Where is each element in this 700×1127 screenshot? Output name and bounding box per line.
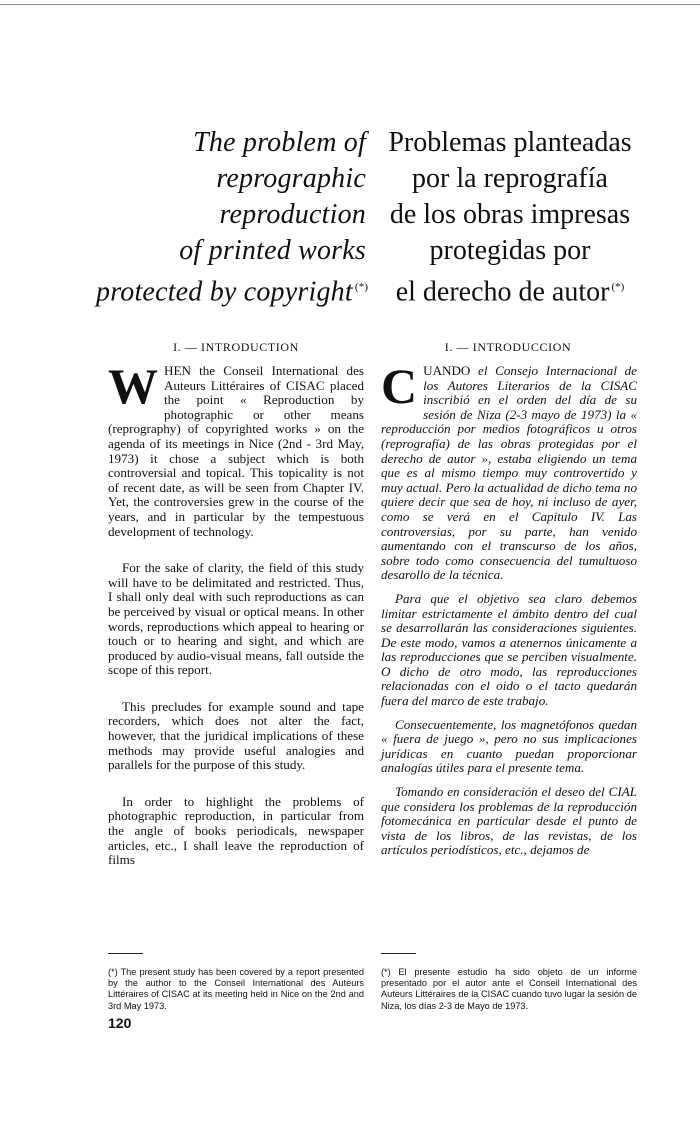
spanish-dropcap: C (381, 358, 418, 414)
spanish-title-line-4: protegidas por (429, 235, 591, 266)
spanish-title-line-5-text: el derecho de autor (395, 276, 610, 308)
english-footnote: (*) The present study has been covered by a report presented by the author to the Conseil International des Auteurs Littéraires of CISAC at its meeting held in Nice on the 2nd and 3rd May 1973. (108, 967, 364, 1011)
spanish-section-heading: I. — INTRODUCCION (444, 340, 572, 354)
english-title-line-3: reproduction (219, 199, 366, 230)
spanish-paragraph-4: Tomando en consideración el deseo del CIAL que considera los problemas de la reproducción fotomecánica en particular desde el punto de vista de los libros, de las revistas, de los artículos periodísticos, etc., dejamos de (381, 784, 637, 858)
english-paragraph-1-text: HEN the Conseil International des Auteurs Littéraires of CISAC placed the point « Reproduction by photographic or other means (reprography) of copyrighted works » on the agenda of its meetings in Nice (2nd - 3rd May, 1973) it chose a subject which is both controversial and topical. This topicality is not of recent date, as will be seen from Chapter IV. Yet, the controversies grew in the course of the years, and in particular by the tempestuous development of technology. (108, 363, 364, 539)
english-paragraph-1 (108, 358, 364, 539)
spanish-paragraph-1-text: el Consejo Internacional de los Autores Literarios de la CISAC inscribió en el orden del día de su sesión de Niza (2-3 mayo de 1973) la « reproducción por medios fotográficos u otros (reprografía) de las obras protegidas por el derecho de autor », estaba eligiendo un tema que es al mismo tiempo muy controvertido y muy actual. Pero la actualidad de dicho tema no quiere decir que sea de hoy, ni incluso de ayer, como se verá en el Capitulo IV. Las controversias, por su parte, han venido aumentando con el transcurso de los años, sobre todo como consecuencia del tumultuoso desarollo de la técnica. (381, 363, 637, 583)
spanish-title-line-3: de los obras impresas (389, 199, 631, 230)
english-title-line-1: The problem of (193, 127, 366, 158)
spanish-paragraph-2: Para que el objetivo sea claro debemos limitar estrictamente el ámbito dentro del cual se desarrollarán las consideraciones siguientes. De este modo, vamos a atenernos únicamente a las reproducciones que se perciben visualmente. O dicho de otro modo, las reproducciones relacionadas con el oido o el tacto quedarán fuera del marco de este trabajo. (381, 590, 637, 709)
spanish-first-word: UANDO (423, 363, 471, 378)
english-dropcap: W (108, 358, 158, 414)
english-column (108, 358, 364, 890)
english-title-line-4: of printed works (179, 235, 366, 266)
english-title-line-5 (96, 269, 369, 310)
english-paragraph-3: This precludes for example sound and tape recorders, which does not alter the fact, however, that the juridical implications of these methods may provide useful analogies and parallels for the purpose of this study. (108, 698, 364, 773)
english-title-footnote-mark: (*) (354, 281, 369, 293)
spanish-title-line-2: por la reprografía (412, 163, 608, 194)
spanish-title-line-5 (380, 269, 640, 310)
english-footnote-rule (108, 953, 143, 954)
english-paragraph-2: For the sake of clarity, the field of this study will have to be delimitated and restricted. Thus, I shall only deal with such reproductions as can be perceived by visual or optical means. In other words, reproductions which appeal to hearing or touch or to hearing and sight, and which are produced by audio-visual means, fall outside the scope of this report. (108, 560, 364, 678)
spanish-column (381, 358, 637, 867)
english-title (96, 125, 369, 310)
english-title-line-5-text: protected by copyright (96, 276, 353, 308)
english-paragraph-4: In order to highlight the problems of photographic reproduction, in particular from the angle of books periodicals, newspaper articles, etc., I shall leave the reproduction of films (108, 793, 364, 868)
page-number: 120 (108, 1015, 132, 1031)
english-section-heading: I. — INTRODUCTION (173, 340, 299, 354)
spanish-footnote-rule (381, 953, 416, 954)
top-border-rule (0, 0, 700, 5)
spanish-title (380, 125, 640, 310)
spanish-paragraph-3: Consecuentemente, los magnetófonos quedan « fuera de juego », pero no sus implicaciones jurídicas en cuanto puedan proporcionar analogías útiles para el presente tema. (381, 716, 637, 776)
spanish-paragraph-1 (381, 358, 637, 583)
spanish-title-line-1: Problemas planteadas (388, 127, 632, 158)
spanish-footnote: (*) El presente estudio ha sido objeto de un informe presentado por el autor ante el Conseil International des Auteurs Littéraires de la CISAC cuando tuvo lugar la sesión de Niza, los días 2-3 de Mayo de 1973. (381, 967, 637, 1011)
english-title-line-2: reprographic (216, 163, 366, 194)
spanish-title-footnote-mark: (*) (611, 281, 625, 293)
